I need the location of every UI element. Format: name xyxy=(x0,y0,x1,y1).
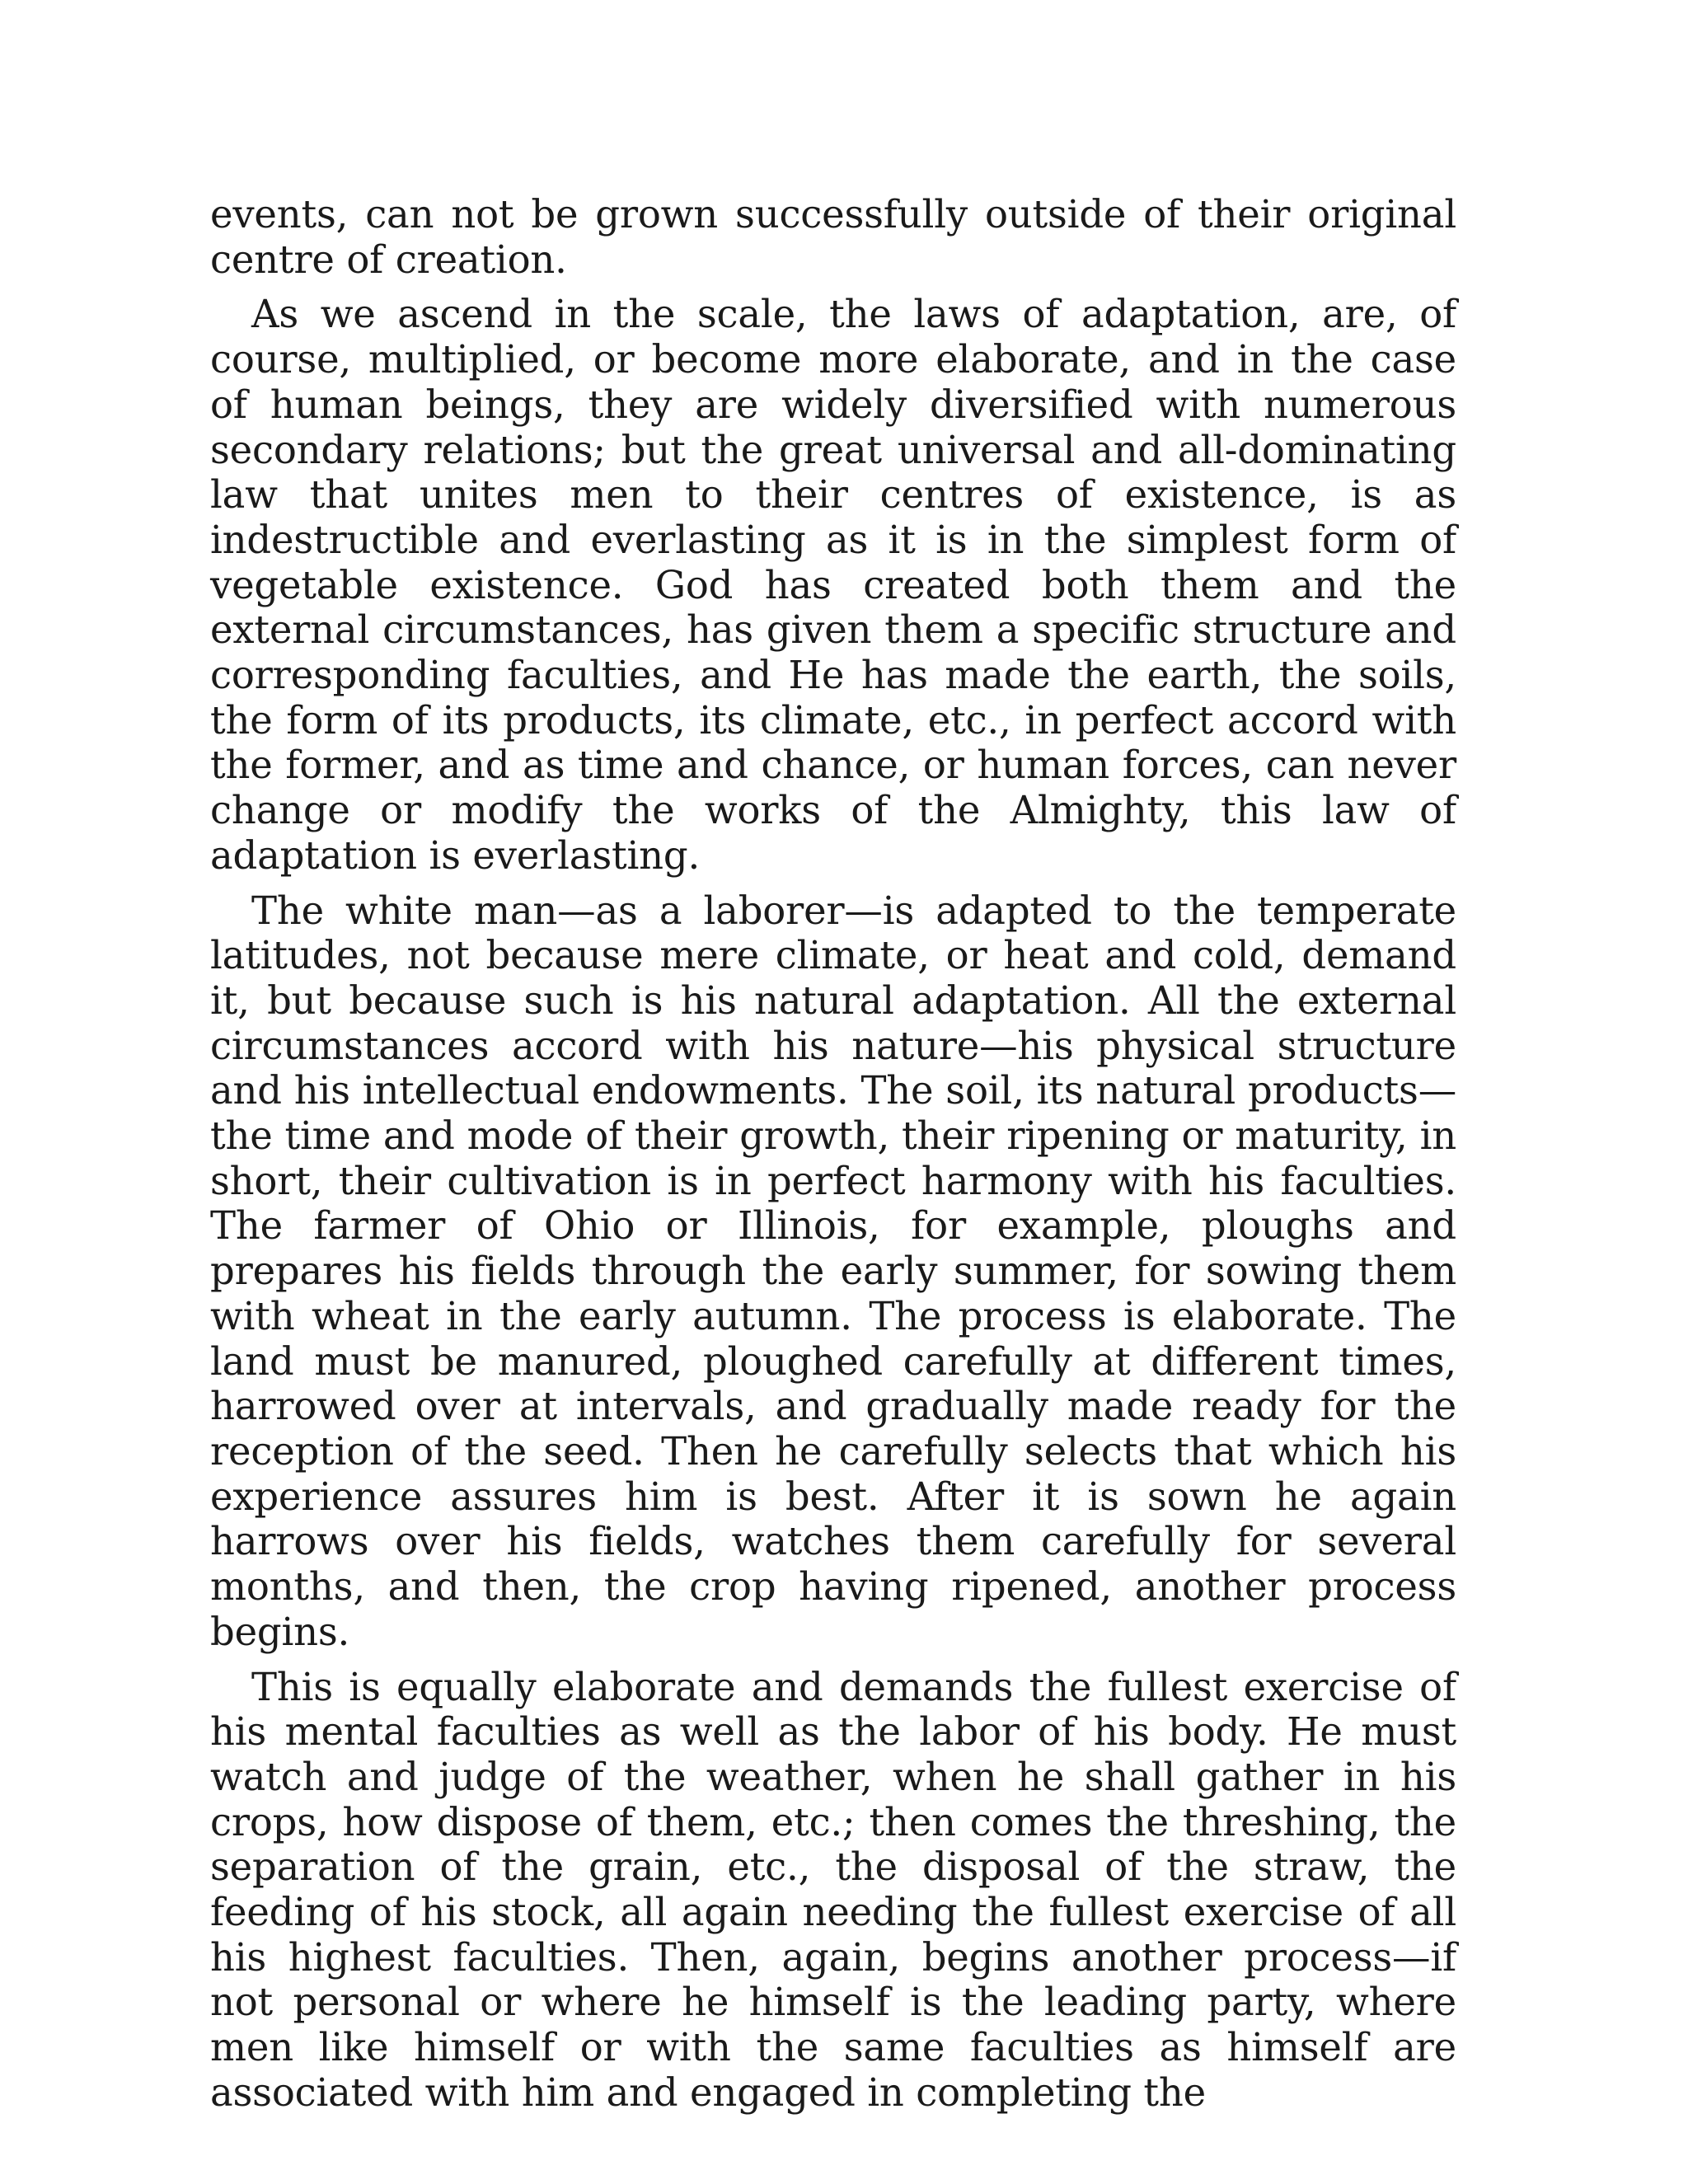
paragraph-harvest-process: This is equally elaborate and demands the fullest exercise of his mental faculties as well as the labor of his body. He must watch and judge of the weather, when he shall gather in his crops, how dispose of them, etc.; then comes the threshing, the separation of the grain, etc., the disposal of the straw, the feeding of his stock, all again needing the fullest exercise of all his highest faculties. Then, again, begins another process—if not personal or where he himself is the leading party, where men like himself or with the same faculties as himself are associated with him and engaged in completing the xyxy=(210,1664,1456,2115)
page-body xyxy=(210,192,1456,2125)
paragraph-laws-of-adaptation: As we ascend in the scale, the laws of adaptation, are, of course, multiplied, or become more elaborate, and in the case of human beings, they are widely diversified with numerous secondary relations; but the great universal and all-dominating law that unites men to their centres of existence, is as indestructible and everlasting as it is in the simplest form of vegetable existence. God has created both them and the external circumstances, has given them a specific structure and corresponding faculties, and He has made the earth, the soils, the form of its products, its climate, etc., in perfect accord with the former, and as time and chance, or human forces, can never change or modify the works of the Almighty, this law of adaptation is everlasting. xyxy=(210,292,1456,878)
paragraph-white-man-laborer: The white man—as a laborer—is adapted to the temperate latitudes, not because mere climate, or heat and cold, demand it, but because such is his natural adaptation. All the external circumstances accord with his nature—his physical structure and his intellectual endowments. The soil, its natural products—the time and mode of their growth, their ripening or maturity, in short, their cultivation is in perfect harmony with his faculties. The farmer of Ohio or Illinois, for example, ploughs and prepares his fields through the early summer, for sowing them with wheat in the early autumn. The process is elaborate. The land must be manured, ploughed carefully at different times, harrowed over at intervals, and gradually made ready for the reception of the seed. Then he carefully selects that which his experience assures him is best. After it is sown he again harrows over his fields, watches them carefully for several months, and then, the crop having ripened, another process begins. xyxy=(210,888,1456,1654)
paragraph-continuation: events, can not be grown successfully outside of their original centre of creation. xyxy=(210,192,1456,282)
